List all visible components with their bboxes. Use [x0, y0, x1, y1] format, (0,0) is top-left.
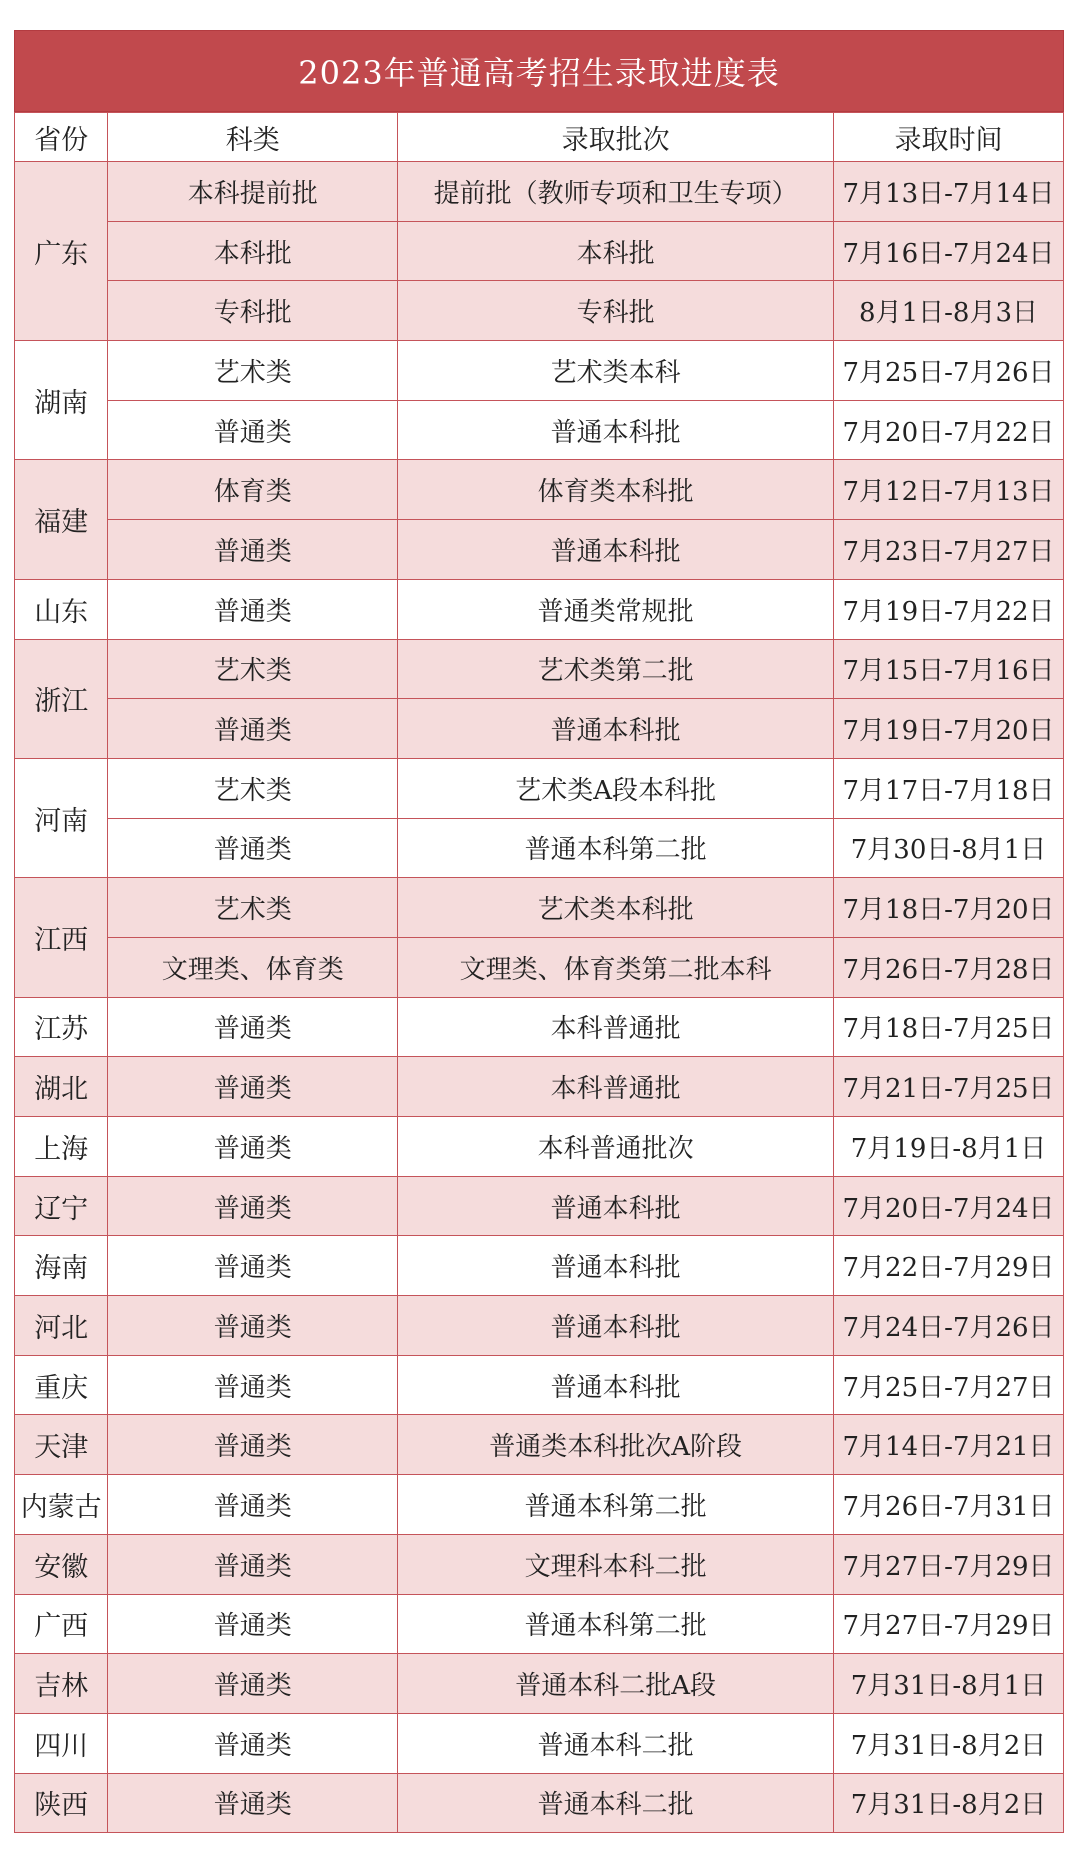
- table-row: [15, 400, 1064, 460]
- batch-cell: 本科批: [398, 221, 834, 281]
- table-row: [15, 1176, 1064, 1236]
- table-row: [15, 818, 1064, 878]
- table-row: [15, 162, 1064, 222]
- category-cell: 普通类: [108, 1057, 398, 1117]
- batch-cell: 普通本科第二批: [398, 1475, 834, 1535]
- time-cell: 7月20日-7月24日: [834, 1176, 1064, 1236]
- batch-cell: 专科批: [398, 281, 834, 341]
- category-cell: 本科提前批: [108, 162, 398, 222]
- time-cell: 7月12日-7月13日: [834, 460, 1064, 520]
- batch-cell: 普通本科批: [398, 1296, 834, 1356]
- batch-cell: 普通本科第二批: [398, 1594, 834, 1654]
- time-cell: 7月18日-7月25日: [834, 997, 1064, 1057]
- batch-cell: 文理科本科二批: [398, 1534, 834, 1594]
- header-category: 科类: [108, 113, 398, 162]
- table-row: [15, 1236, 1064, 1296]
- category-cell: 普通类: [108, 1415, 398, 1475]
- category-cell: 普通类: [108, 1117, 398, 1177]
- category-cell: 普通类: [108, 1296, 398, 1356]
- category-cell: 普通类: [108, 520, 398, 580]
- category-cell: 本科批: [108, 221, 398, 281]
- batch-cell: 普通本科批: [398, 1176, 834, 1236]
- time-cell: 7月13日-7月14日: [834, 162, 1064, 222]
- province-cell: 安徽: [15, 1534, 108, 1594]
- time-cell: 7月21日-7月25日: [834, 1057, 1064, 1117]
- table-row: [15, 758, 1064, 818]
- batch-cell: 普通本科第二批: [398, 818, 834, 878]
- time-cell: 7月31日-8月1日: [834, 1654, 1064, 1714]
- batch-cell: 普通本科批: [398, 1355, 834, 1415]
- table-row: [15, 1773, 1064, 1833]
- time-cell: 7月19日-7月20日: [834, 699, 1064, 759]
- province-cell: 上海: [15, 1117, 108, 1177]
- time-cell: 7月14日-7月21日: [834, 1415, 1064, 1475]
- batch-cell: 普通本科批: [398, 699, 834, 759]
- time-cell: 7月24日-7月26日: [834, 1296, 1064, 1356]
- time-cell: 7月27日-7月29日: [834, 1594, 1064, 1654]
- province-cell: 吉林: [15, 1654, 108, 1714]
- category-cell: 普通类: [108, 1475, 398, 1535]
- province-cell: 四川: [15, 1713, 108, 1773]
- category-cell: 艺术类: [108, 758, 398, 818]
- batch-cell: 本科普通批次: [398, 1117, 834, 1177]
- province-cell: 天津: [15, 1415, 108, 1475]
- table-row: [15, 341, 1064, 401]
- time-cell: 7月25日-7月27日: [834, 1355, 1064, 1415]
- province-cell: 广西: [15, 1594, 108, 1654]
- batch-cell: 体育类本科批: [398, 460, 834, 520]
- time-cell: 7月20日-7月22日: [834, 400, 1064, 460]
- batch-cell: 普通本科批: [398, 400, 834, 460]
- time-cell: 7月26日-7月28日: [834, 937, 1064, 997]
- time-cell: 7月15日-7月16日: [834, 639, 1064, 699]
- header-time: 录取时间: [834, 113, 1064, 162]
- table-row: [15, 281, 1064, 341]
- province-cell: 河南: [15, 758, 108, 877]
- category-cell: 普通类: [108, 1355, 398, 1415]
- category-cell: 普通类: [108, 818, 398, 878]
- table-row: [15, 520, 1064, 580]
- table-row: [15, 639, 1064, 699]
- province-cell: 广东: [15, 162, 108, 341]
- province-cell: 重庆: [15, 1355, 108, 1415]
- admission-schedule-sheet: [14, 30, 1064, 1833]
- time-cell: 7月30日-8月1日: [834, 818, 1064, 878]
- category-cell: 专科批: [108, 281, 398, 341]
- category-cell: 普通类: [108, 1594, 398, 1654]
- time-cell: 7月26日-7月31日: [834, 1475, 1064, 1535]
- table-row: [15, 937, 1064, 997]
- table-row: [15, 1117, 1064, 1177]
- province-cell: 辽宁: [15, 1176, 108, 1236]
- table-row: [15, 460, 1064, 520]
- province-cell: 内蒙古: [15, 1475, 108, 1535]
- category-cell: 体育类: [108, 460, 398, 520]
- batch-cell: 本科普通批: [398, 1057, 834, 1117]
- category-cell: 普通类: [108, 1713, 398, 1773]
- table-row: [15, 1713, 1064, 1773]
- category-cell: 普通类: [108, 1773, 398, 1833]
- batch-cell: 普通本科批: [398, 520, 834, 580]
- province-cell: 福建: [15, 460, 108, 579]
- time-cell: 7月23日-7月27日: [834, 520, 1064, 580]
- category-cell: 普通类: [108, 1534, 398, 1594]
- batch-cell: 普通类本科批次A阶段: [398, 1415, 834, 1475]
- table-row: [15, 1654, 1064, 1714]
- table-row: [15, 1415, 1064, 1475]
- batch-cell: 本科普通批: [398, 997, 834, 1057]
- province-cell: 浙江: [15, 639, 108, 758]
- batch-cell: 文理类、体育类第二批本科: [398, 937, 834, 997]
- table-row: [15, 1475, 1064, 1535]
- batch-cell: 艺术类本科: [398, 341, 834, 401]
- table-row: [15, 699, 1064, 759]
- batch-cell: 普通本科二批: [398, 1773, 834, 1833]
- category-cell: 普通类: [108, 1236, 398, 1296]
- province-cell: 江西: [15, 878, 108, 997]
- category-cell: 普通类: [108, 579, 398, 639]
- category-cell: 艺术类: [108, 878, 398, 938]
- category-cell: 普通类: [108, 1654, 398, 1714]
- time-cell: 8月1日-8月3日: [834, 281, 1064, 341]
- batch-cell: 普通本科批: [398, 1236, 834, 1296]
- time-cell: 7月27日-7月29日: [834, 1534, 1064, 1594]
- table-row: [15, 1057, 1064, 1117]
- category-cell: 文理类、体育类: [108, 937, 398, 997]
- table-title: 2023年普通高考招生录取进度表: [14, 30, 1064, 112]
- table-row: [15, 878, 1064, 938]
- province-cell: 湖南: [15, 341, 108, 460]
- table-row: [15, 1296, 1064, 1356]
- category-cell: 普通类: [108, 400, 398, 460]
- table-row: [15, 1594, 1064, 1654]
- province-cell: 河北: [15, 1296, 108, 1356]
- table-row: [15, 997, 1064, 1057]
- time-cell: 7月18日-7月20日: [834, 878, 1064, 938]
- batch-cell: 艺术类A段本科批: [398, 758, 834, 818]
- time-cell: 7月31日-8月2日: [834, 1713, 1064, 1773]
- time-cell: 7月19日-8月1日: [834, 1117, 1064, 1177]
- province-cell: 陕西: [15, 1773, 108, 1833]
- admission-table: [14, 112, 1064, 1833]
- time-cell: 7月16日-7月24日: [834, 221, 1064, 281]
- batch-cell: 普通类常规批: [398, 579, 834, 639]
- province-cell: 山东: [15, 579, 108, 639]
- header-batch: 录取批次: [398, 113, 834, 162]
- category-cell: 普通类: [108, 1176, 398, 1236]
- table-body: [15, 162, 1064, 1833]
- time-cell: 7月17日-7月18日: [834, 758, 1064, 818]
- batch-cell: 普通本科二批: [398, 1713, 834, 1773]
- time-cell: 7月31日-8月2日: [834, 1773, 1064, 1833]
- table-row: [15, 221, 1064, 281]
- table-row: [15, 1534, 1064, 1594]
- time-cell: 7月19日-7月22日: [834, 579, 1064, 639]
- province-cell: 海南: [15, 1236, 108, 1296]
- header-row: [15, 113, 1064, 162]
- category-cell: 普通类: [108, 699, 398, 759]
- province-cell: 湖北: [15, 1057, 108, 1117]
- table-row: [15, 579, 1064, 639]
- table-row: [15, 1355, 1064, 1415]
- batch-cell: 艺术类本科批: [398, 878, 834, 938]
- province-cell: 江苏: [15, 997, 108, 1057]
- batch-cell: 艺术类第二批: [398, 639, 834, 699]
- batch-cell: 普通本科二批A段: [398, 1654, 834, 1714]
- category-cell: 普通类: [108, 997, 398, 1057]
- category-cell: 艺术类: [108, 639, 398, 699]
- time-cell: 7月25日-7月26日: [834, 341, 1064, 401]
- category-cell: 艺术类: [108, 341, 398, 401]
- batch-cell: 提前批（教师专项和卫生专项）: [398, 162, 834, 222]
- header-province: 省份: [15, 113, 108, 162]
- time-cell: 7月22日-7月29日: [834, 1236, 1064, 1296]
